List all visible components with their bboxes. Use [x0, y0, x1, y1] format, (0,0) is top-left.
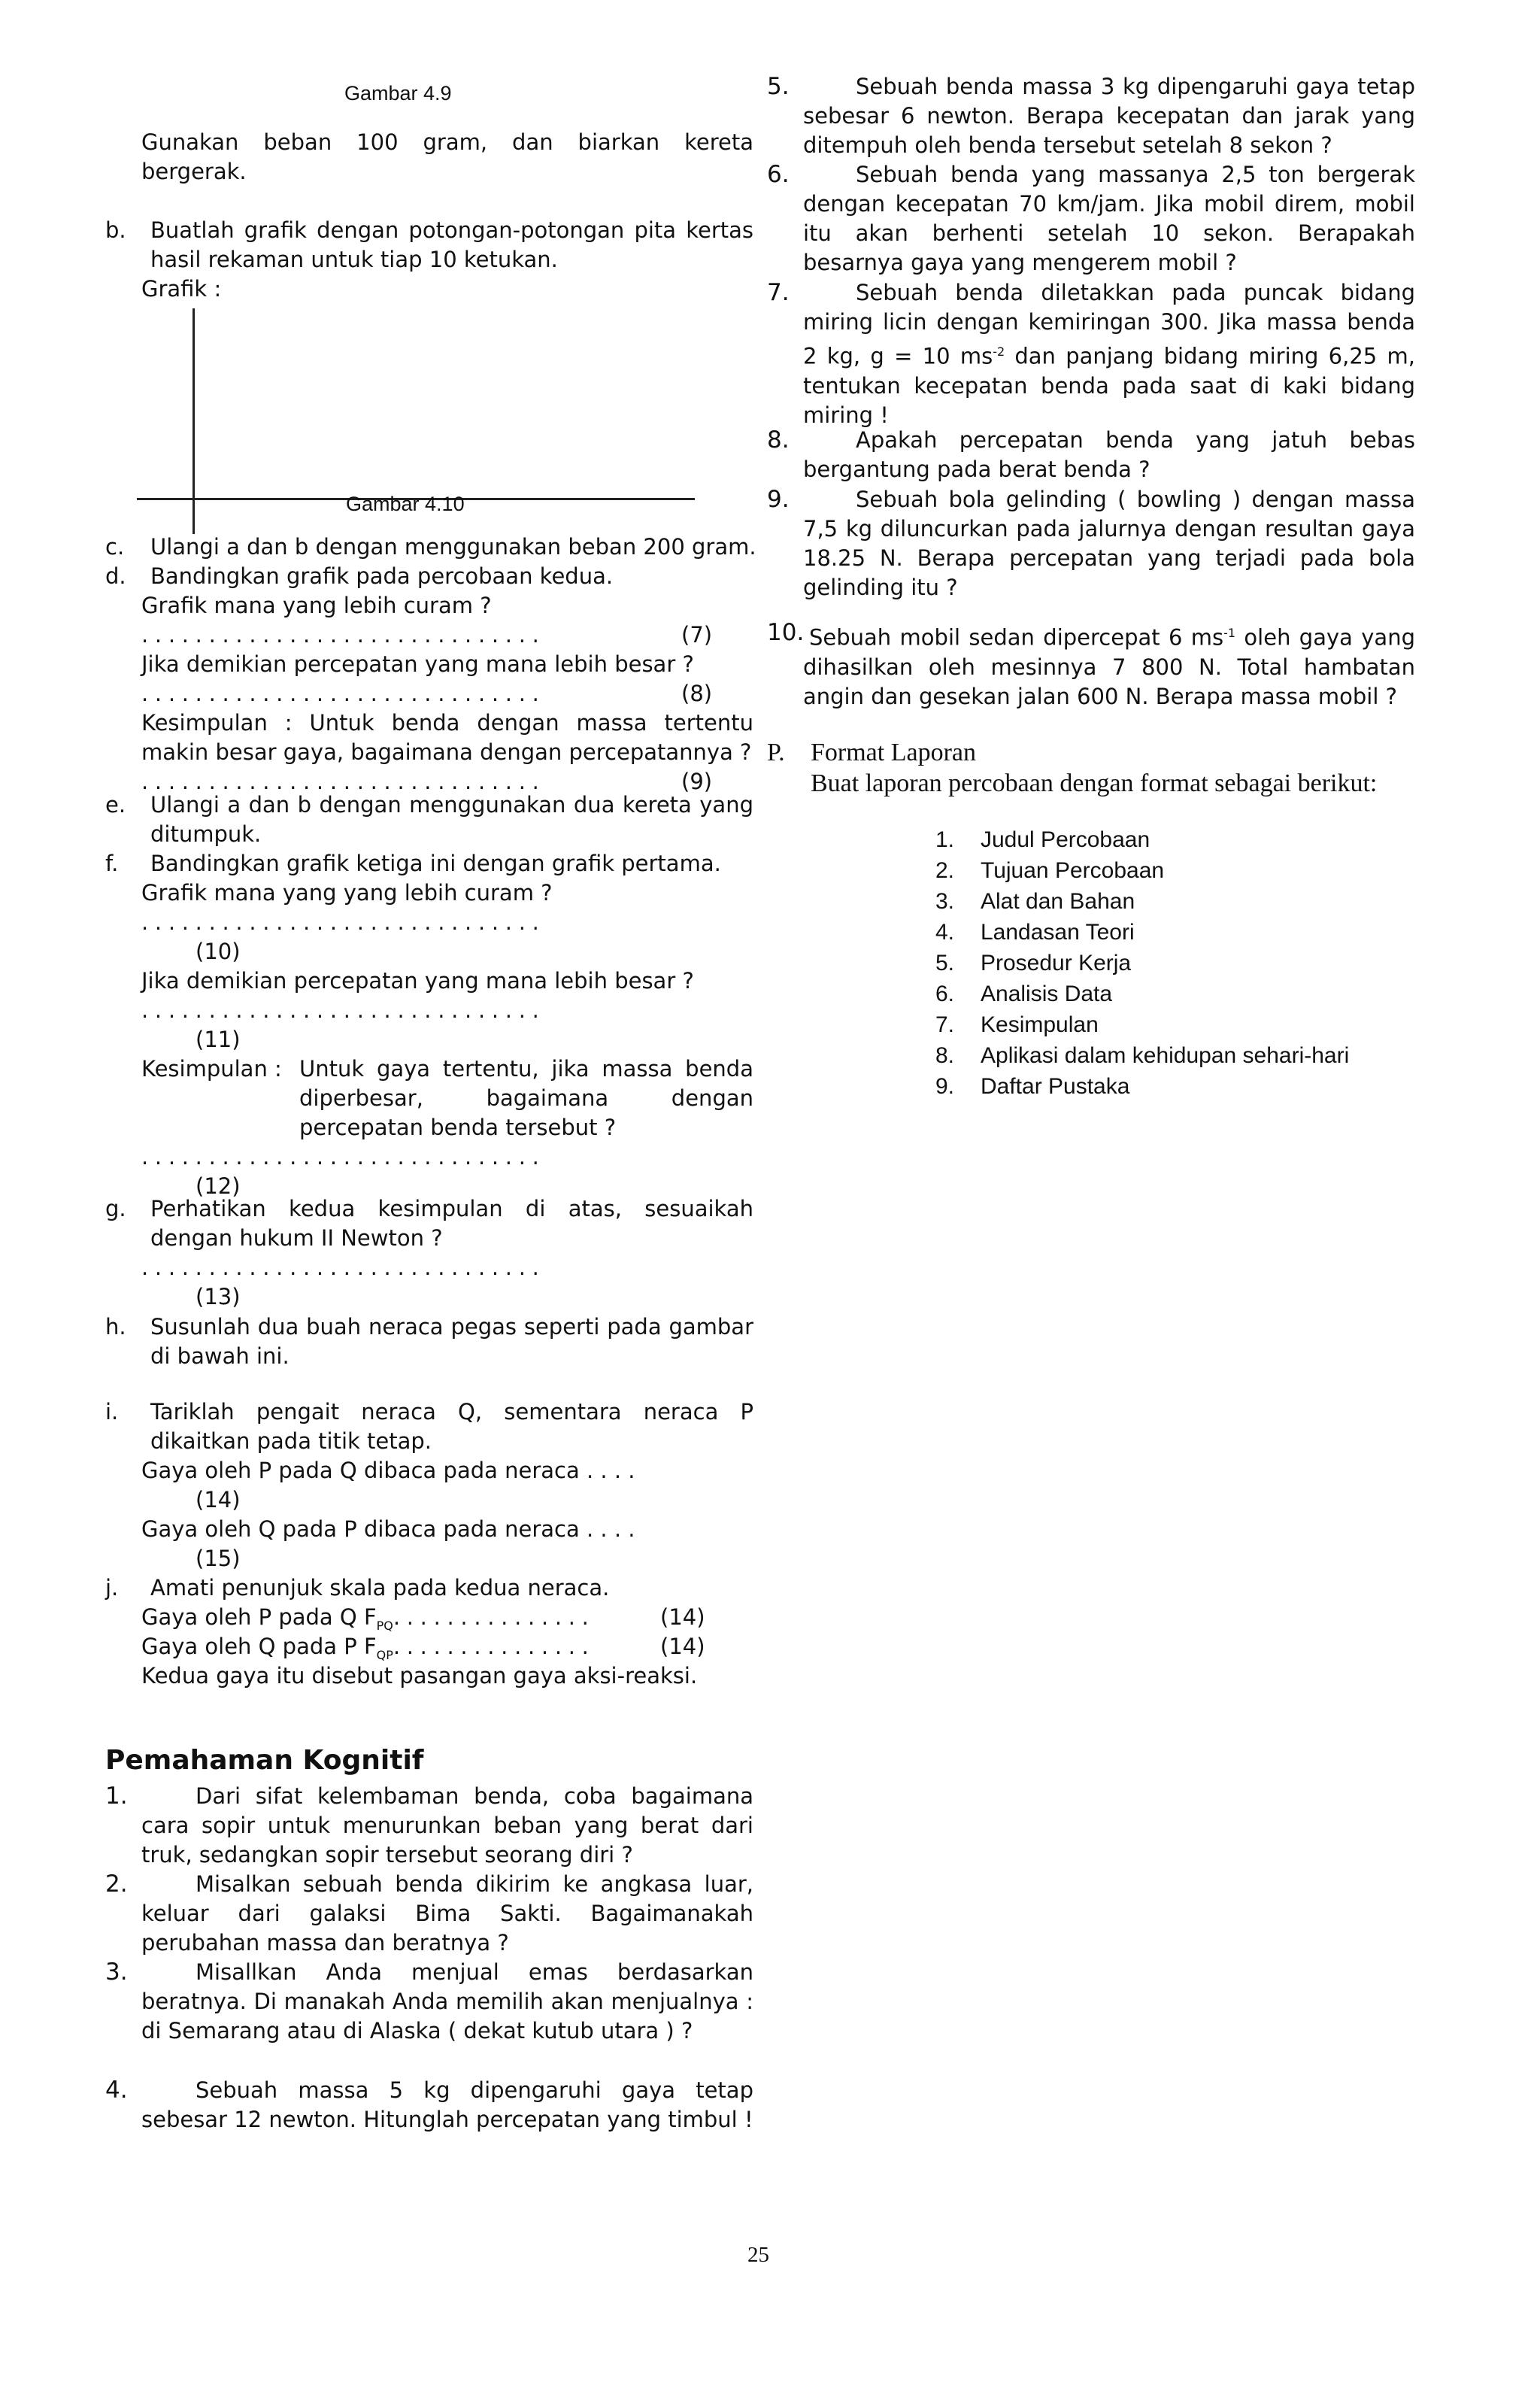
question-3 [105, 1958, 753, 2046]
list-item-text: Tujuan Percobaan [981, 858, 1165, 883]
list-item [935, 917, 1349, 948]
list-item [935, 824, 1349, 855]
step-d-question-2: Jika demikian percepatan yang mana lebih besar ? [141, 651, 694, 677]
list-item [935, 948, 1349, 979]
fpq-dots: ............... [393, 1604, 596, 1630]
list-item-text: Alat dan Bahan [981, 889, 1135, 914]
conclusion-text: Untuk gaya tertentu, jika massa benda diperbesar, bagaimana dengan percepatan benda tersebut ? [299, 1056, 753, 1140]
question-10-text-b: oleh gaya yang dihasilkan oleh mesinnya 7 800 N. Total hambatan angin dan gesekan jalan 600 N. Berapa massa mobil ? [803, 624, 1415, 709]
step-d [105, 562, 759, 796]
list-item-text: Daftar Pustaka [981, 1074, 1130, 1099]
fpq-number: (14) [660, 1604, 705, 1630]
step-f-question-1: Grafik mana yang yang lebih curam ? [141, 880, 553, 906]
question-4-text: Sebuah massa 5 kg dipengaruhi gaya tetap sebesar 12 newton. Hitunglah percepatan yang timbul ! [141, 2077, 753, 2132]
step-b-label: b. [105, 217, 126, 243]
list-item-number: 1. [935, 827, 955, 852]
answer-dots-13 [141, 1253, 753, 1282]
answer-number-11: (11) [196, 1027, 241, 1052]
fqp-text: Gaya oleh Q pada P F [141, 1634, 377, 1659]
step-d-conclusion: Kesimpulan : Untuk benda dengan massa tertentu makin besar gaya, bagaimana dengan percepatannya ? [141, 710, 753, 765]
question-7-text-a: Sebuah benda diletakkan pada puncak bidang miring licin dengan kemiringan 300. Jika massa benda 2 kg, g = 10 ms [803, 280, 1415, 369]
step-f-label: f. [105, 851, 119, 876]
step-i-label: i. [105, 1399, 119, 1425]
list-item-text: Landasan Teori [981, 920, 1135, 945]
list-item [935, 1040, 1349, 1071]
section-p-title: Format Laporan [811, 739, 976, 766]
answer-number-9: (9) [681, 769, 713, 794]
question-7-text-b: dan panjang bidang miring 6,25 m, tentukan kecepatan benda pada saat di kaki bidang miring ! [803, 343, 1415, 428]
question-10 [767, 618, 1415, 712]
question-4 [105, 2076, 753, 2135]
question-1 [105, 1782, 753, 1870]
step-i [105, 1397, 753, 1573]
step-c-text: Ulangi a dan b dengan menggunakan beban 200 gram. [150, 534, 756, 560]
question-2-text: Misalkan sebuah benda dikirim ke angkasa luar, keluar dari galaksi Bima Sakti. Bagaimanakah perubahan massa dan beratnya ? [141, 1871, 753, 1956]
step-c [105, 533, 759, 562]
question-8 [767, 426, 1415, 484]
answer-dots: .............................. [141, 769, 546, 794]
list-item-text: Kesimpulan [981, 1012, 1099, 1037]
step-d-text: Bandingkan grafik pada percobaan kedua. [150, 563, 614, 589]
question-5 [767, 72, 1415, 160]
list-item [935, 886, 1349, 917]
answer-dots-11 [141, 996, 759, 1025]
question-9-text: Sebuah bola gelinding ( bowling ) dengan massa 7,5 kg diluncurkan pada jalurnya dengan resultan gaya 18.25 N. Berapa percepatan yang terjadi pada bola gelinding itu ? [803, 487, 1415, 600]
answer-line-8 [141, 679, 759, 709]
question-8-number: 8. [767, 426, 790, 454]
list-item-text: Aplikasi dalam kehidupan sehari-hari [981, 1043, 1350, 1068]
list-item-number: 2. [935, 858, 955, 883]
step-f-text: Bandingkan grafik ketiga ini dengan grafik pertama. [150, 851, 721, 876]
question-2 [105, 1870, 753, 1958]
step-j-text: Amati penunjuk skala pada kedua neraca. [150, 1575, 610, 1601]
question-1-number: 1. [105, 1783, 128, 1810]
answer-line-7 [141, 621, 759, 650]
question-8-text: Apakah percepatan benda yang jatuh bebas bergantung pada berat benda ? [803, 427, 1415, 482]
step-e-label: e. [105, 792, 126, 818]
step-g-label: g. [105, 1196, 126, 1221]
step-i-line-1: Gaya oleh P pada Q dibaca pada neraca . . . . [141, 1458, 635, 1483]
step-d-label: d. [105, 563, 126, 589]
step-e [105, 790, 753, 849]
list-item [935, 855, 1349, 886]
step-f-question-2: Jika demikian percepatan yang mana lebih besar ? [141, 968, 694, 994]
figure-caption-4-10: Gambar 4.10 [346, 493, 465, 515]
list-item-number: 3. [935, 889, 955, 914]
list-item-number: 4. [935, 920, 955, 945]
question-7-superscript: -2 [993, 344, 1005, 359]
question-7-text [803, 278, 1415, 430]
list-item-text: Judul Percobaan [981, 827, 1150, 852]
step-f-conclusion [141, 1054, 759, 1142]
step-g-text: Perhatikan kedua kesimpulan di atas, sesuaikah dengan hukum II Newton ? [150, 1196, 753, 1251]
fpq-subscript: PQ [376, 1618, 393, 1633]
question-3-text: Misallkan Anda menjual emas berdasarkan beratnya. Di manakah Anda memilih akan menjualnya : di Semarang atau di Alaska ( dekat kutub utara ) ? [141, 1959, 753, 2044]
list-item-text: Analisis Data [981, 982, 1113, 1006]
question-7-number: 7. [767, 279, 790, 306]
question-3-number: 3. [105, 1959, 128, 1986]
question-10-text-a: Sebuah mobil sedan dipercepat 6 ms [809, 624, 1224, 651]
question-5-text: Sebuah benda massa 3 kg dipengaruhi gaya tetap sebesar 6 newton. Berapa kecepatan dan jarak yang ditempuh oleh benda tersebut setelah 8 sekon ? [803, 74, 1415, 158]
answer-dots-12 [141, 1142, 759, 1172]
step-j-line-fpq [141, 1603, 759, 1632]
grafik-label: Grafik : [141, 276, 222, 302]
step-c-label: c. [105, 534, 125, 560]
step-h-label: h. [105, 1314, 126, 1340]
step-j-last: Kedua gaya itu disebut pasangan gaya aksi-reaksi. [141, 1663, 698, 1689]
fpq-text: Gaya oleh P pada Q F [141, 1604, 377, 1630]
list-item [935, 1071, 1349, 1102]
answer-number-14: (14) [196, 1487, 241, 1513]
question-10-text [803, 618, 1415, 712]
fqp-dots: ............... [393, 1634, 596, 1659]
step-g [105, 1194, 753, 1312]
step-i-line-2: Gaya oleh Q pada P dibaca pada neraca . . . . [141, 1516, 635, 1542]
question-1-text: Dari sifat kelembaman benda, coba bagaimana cara sopir untuk menurunkan beban yang berat dari truk, sedangkan sopir tersebut seorang diri ? [141, 1783, 753, 1868]
section-heading: Pemahaman Kognitif [105, 1745, 424, 1776]
list-item-number: 8. [935, 1043, 955, 1068]
answer-dots: .............................. [141, 622, 546, 648]
list-item-number: 6. [935, 982, 955, 1006]
answer-dots: .............................. [141, 1144, 546, 1170]
step-b [105, 216, 753, 304]
list-item-number: 7. [935, 1012, 955, 1037]
question-7 [767, 278, 1415, 430]
figure-caption-4-9: Gambar 4.9 [344, 82, 452, 105]
question-6-number: 6. [767, 161, 790, 188]
step-f [105, 849, 759, 1201]
step-h [105, 1312, 753, 1371]
question-10-number: 10. [767, 619, 805, 646]
question-9-number: 9. [767, 486, 790, 513]
conclusion-label: Kesimpulan : [141, 1056, 282, 1082]
question-6 [767, 160, 1415, 278]
step-e-text: Ulangi a dan b dengan menggunakan dua kereta yang ditumpuk. [150, 792, 753, 847]
list-item [935, 1009, 1349, 1040]
list-item [935, 979, 1349, 1009]
answer-number-12: (12) [196, 1173, 241, 1199]
step-d-question-1: Grafik mana yang lebih curam ? [141, 593, 492, 618]
question-5-number: 5. [767, 73, 790, 100]
answer-dots-10 [141, 908, 759, 937]
answer-dots: .............................. [141, 1255, 546, 1280]
answer-number-13: (13) [196, 1284, 241, 1309]
list-item-number: 9. [935, 1074, 955, 1099]
step-h-text: Susunlah dua buah neraca pegas seperti pada gambar di bawah ini. [150, 1314, 753, 1369]
list-item-text: Prosedur Kerja [981, 951, 1132, 976]
section-p-text: Buat laporan percobaan dengan format sebagai berikut: [811, 769, 1378, 797]
step-b-text: Buatlah grafik dengan potongan-potongan pita kertas hasil rekaman untuk tiap 10 ketukan. [150, 217, 753, 272]
fqp-number: (14) [660, 1634, 705, 1659]
answer-dots: .............................. [141, 997, 546, 1023]
answer-number-10: (10) [196, 939, 241, 964]
page-number: 25 [747, 2243, 769, 2267]
question-6-text: Sebuah benda yang massanya 2,5 ton bergerak dengan kecepatan 70 km/jam. Jika mobil direm, mobil itu akan berhenti setelah 10 sekon. Berapakah besarnya gaya yang mengerem mobil ? [803, 162, 1415, 275]
section-p-label: P. [767, 739, 785, 766]
section-p [767, 737, 1415, 799]
step-j-line-fqp [141, 1632, 759, 1661]
answer-dots: .............................. [141, 909, 546, 935]
fqp-subscript: QP [376, 1647, 393, 1662]
answer-number-7: (7) [681, 622, 713, 648]
question-9 [767, 485, 1415, 602]
answer-number-15: (15) [196, 1546, 241, 1571]
question-4-number: 4. [105, 2077, 128, 2104]
step-j [105, 1573, 759, 1691]
question-10-superscript: -1 [1223, 626, 1236, 640]
question-2-number: 2. [105, 1871, 128, 1898]
list-item-number: 5. [935, 951, 955, 976]
graph-y-axis [192, 308, 195, 534]
answer-dots: .............................. [141, 681, 546, 706]
report-format-list [935, 824, 1349, 1102]
step-i-text: Tariklah pengait neraca Q, sementara neraca P dikaitkan pada titik tetap. [150, 1399, 753, 1454]
answer-number-8: (8) [681, 681, 713, 706]
step-j-label: j. [105, 1575, 119, 1601]
step-a-continuation: Gunakan beban 100 gram, dan biarkan kereta bergerak. [141, 129, 753, 184]
